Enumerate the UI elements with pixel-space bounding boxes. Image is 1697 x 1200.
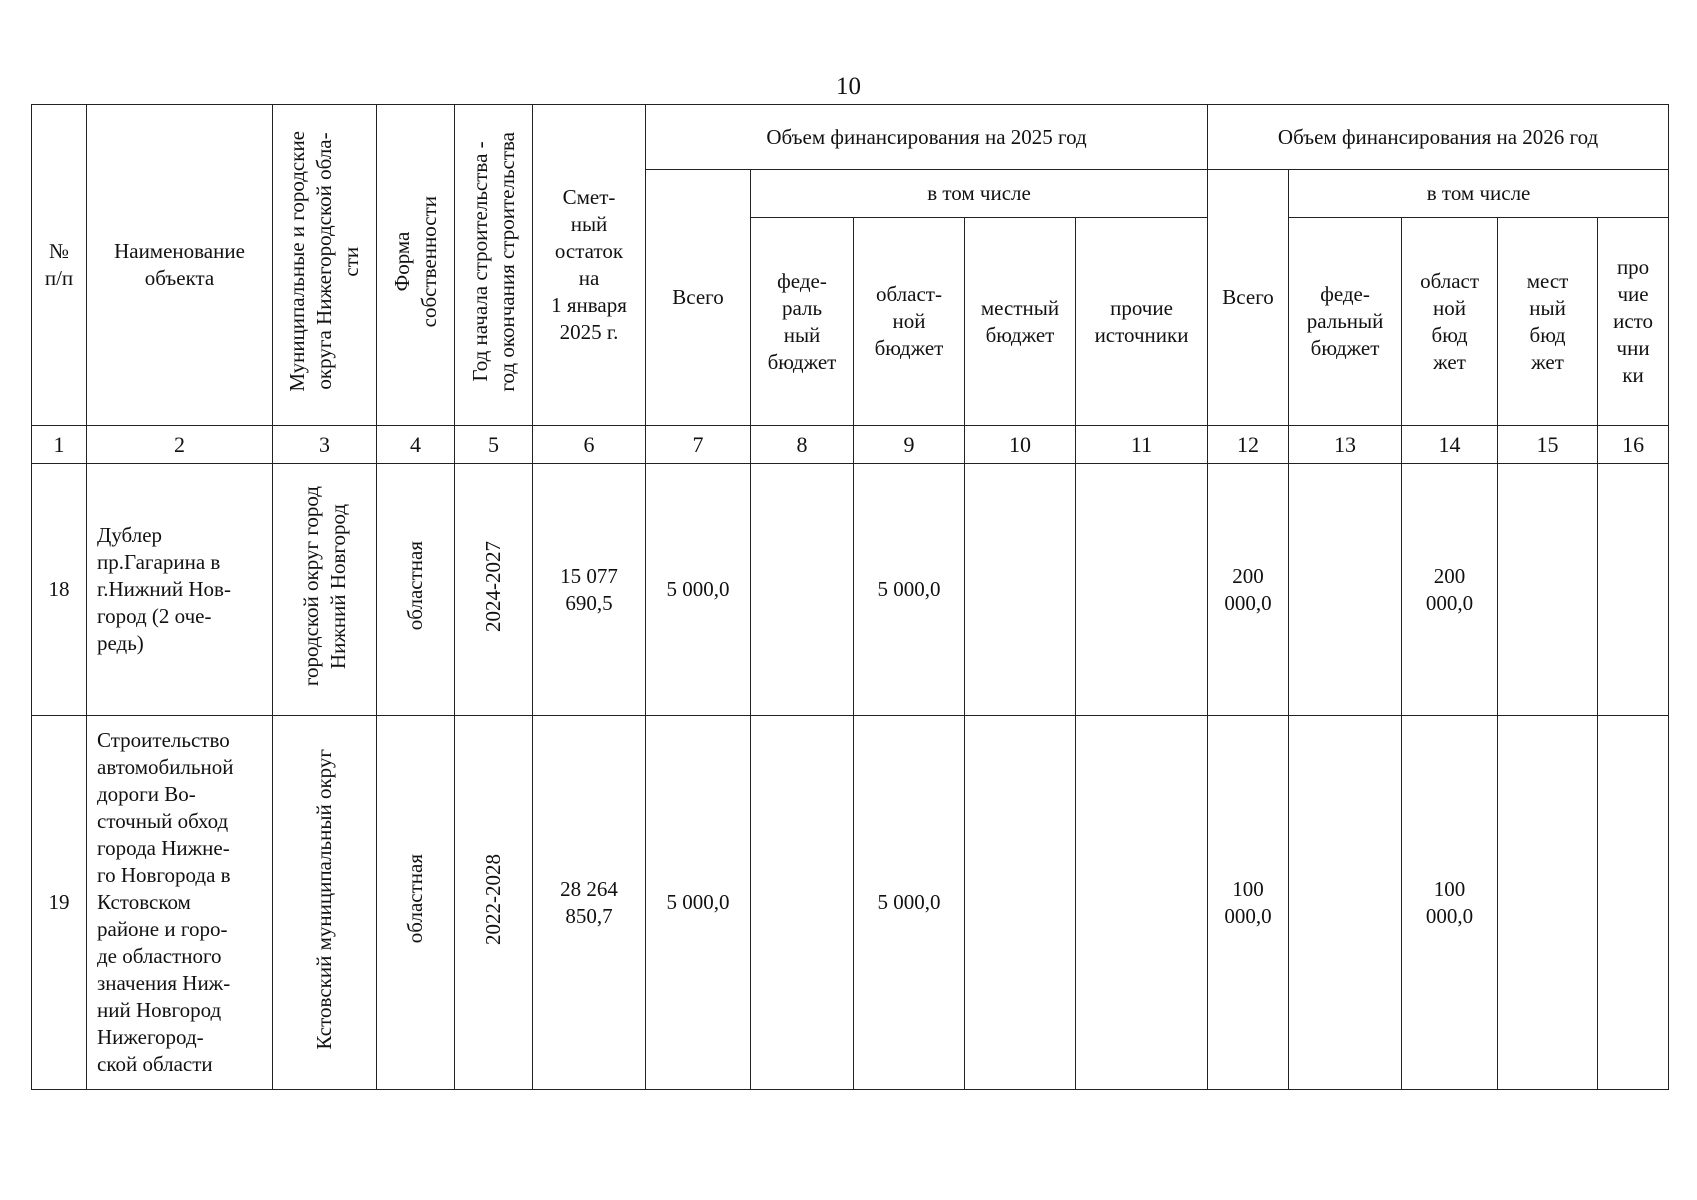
row-municipality-cell [273, 464, 377, 716]
row-local-2026 [1498, 464, 1598, 716]
row-ownership-cell [377, 716, 455, 1090]
row-num: 18 [32, 464, 87, 716]
header-other-2025: прочие источники [1076, 218, 1208, 426]
row-local-2026 [1498, 716, 1598, 1090]
row-total-2026: 100 000,0 [1208, 716, 1289, 1090]
row-total-2025: 5 000,0 [646, 464, 751, 716]
row-municipality: городской округ город Нижний Новгород [298, 485, 350, 687]
row-years-cell [455, 464, 533, 716]
row-total-2025: 5 000,0 [646, 716, 751, 1090]
column-number: 7 [646, 426, 751, 464]
header-federal-2025: феде- раль ный бюджет [751, 218, 854, 426]
row-regional-2026: 200 000,0 [1402, 464, 1498, 716]
row-object-name: Строительство автомобильной дороги Во- сточный обход города Нижне- го Новгорода в Кстовском районе и горо- де областного значения Ниж- ний Новгород Нижегород- ской области [87, 716, 273, 1090]
row-regional-2025: 5 000,0 [854, 716, 965, 1090]
row-other-2026 [1598, 464, 1669, 716]
row-municipality-cell [273, 716, 377, 1090]
row-federal-2025 [751, 464, 854, 716]
row-federal-2026 [1289, 464, 1402, 716]
column-number: 1 [32, 426, 87, 464]
column-number-row [32, 426, 1669, 464]
row-local-2025 [965, 716, 1076, 1090]
table-row [32, 464, 1669, 716]
row-local-2025 [965, 464, 1076, 716]
row-regional-2025: 5 000,0 [854, 464, 965, 716]
header-municipality-cell [273, 105, 377, 426]
header-municipality: Муниципальные и городские округа Нижегородской обла- сти [285, 131, 363, 392]
row-estimate: 28 264 850,7 [533, 716, 646, 1090]
header-years-cell [455, 105, 533, 426]
header-ownership: Форма собственности [389, 195, 441, 328]
column-number: 13 [1289, 426, 1402, 464]
column-number: 11 [1076, 426, 1208, 464]
column-number: 2 [87, 426, 273, 464]
table-row [32, 716, 1669, 1090]
row-total-2026: 200 000,0 [1208, 464, 1289, 716]
row-years: 2022-2028 [481, 853, 505, 945]
column-number: 15 [1498, 426, 1598, 464]
row-federal-2026 [1289, 716, 1402, 1090]
row-ownership: областная [403, 854, 427, 944]
header-local-2026: мест ный бюд жет [1498, 218, 1598, 426]
column-number: 3 [273, 426, 377, 464]
header-including-2026: в том числе [1289, 170, 1669, 218]
row-regional-2026: 100 000,0 [1402, 716, 1498, 1090]
column-number: 6 [533, 426, 646, 464]
row-ownership: областная [403, 541, 427, 631]
header-regional-2025: област- ной бюджет [854, 218, 965, 426]
row-municipality: Кстовский муниципальный округ [312, 748, 336, 1050]
column-number: 4 [377, 426, 455, 464]
header-other-2026: про чие исто чни ки [1598, 218, 1669, 426]
row-ownership-cell [377, 464, 455, 716]
page-number: 10 [836, 73, 861, 100]
header-fin-2026: Объем финансирования на 2026 год [1208, 105, 1669, 170]
column-number: 16 [1598, 426, 1669, 464]
header-name: Наименование объекта [87, 105, 273, 426]
header-ownership-cell [377, 105, 455, 426]
header-federal-2026: феде- ральный бюджет [1289, 218, 1402, 426]
header-total-2025: Всего [646, 170, 751, 426]
row-years-cell [455, 716, 533, 1090]
column-number: 12 [1208, 426, 1289, 464]
header-including-2025: в том числе [751, 170, 1208, 218]
row-other-2025 [1076, 716, 1208, 1090]
column-number: 14 [1402, 426, 1498, 464]
header-num: № п/п [32, 105, 87, 426]
header-estimate: Смет- ный остаток на 1 января 2025 г. [533, 105, 646, 426]
header-local-2025: местный бюджет [965, 218, 1076, 426]
column-number: 8 [751, 426, 854, 464]
header-fin-2025: Объем финансирования на 2025 год [646, 105, 1208, 170]
row-years: 2024-2027 [481, 540, 505, 632]
column-number: 9 [854, 426, 965, 464]
row-num: 19 [32, 716, 87, 1090]
row-federal-2025 [751, 716, 854, 1090]
row-other-2025 [1076, 464, 1208, 716]
header-regional-2026: област ной бюд жет [1402, 218, 1498, 426]
header-years: Год начала строительства - год окончания строительства [467, 131, 519, 392]
financing-table [31, 104, 1669, 1090]
row-object-name: Дублер пр.Гагарина в г.Нижний Нов- город (2 оче- редь) [87, 464, 273, 716]
header-total-2026: Всего [1208, 170, 1289, 426]
column-number: 10 [965, 426, 1076, 464]
row-estimate: 15 077 690,5 [533, 464, 646, 716]
row-other-2026 [1598, 716, 1669, 1090]
header-row-1 [32, 105, 1669, 170]
column-number: 5 [455, 426, 533, 464]
